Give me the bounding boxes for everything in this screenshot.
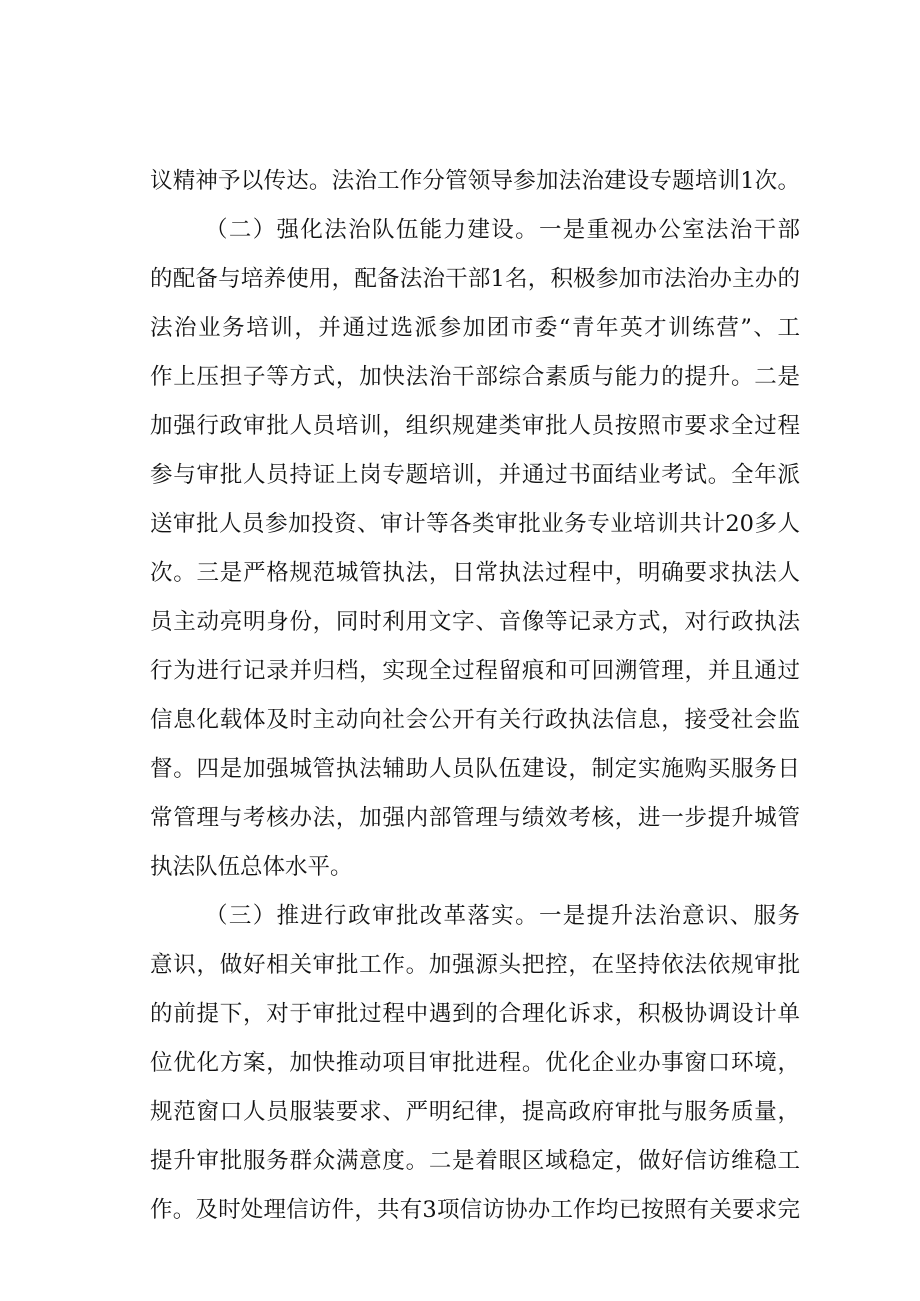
- text-line: 次。三是严格规范城管执法，日常执法过程中，明确要求执法人: [150, 560, 800, 586]
- text-line: （三）推进行政审批改革落实。一是提升法治意识、服务: [205, 903, 800, 929]
- text-line: 参与审批人员持证上岗专题培训，并通过书面结业考试。全年派: [150, 462, 800, 488]
- text-line: 作。及时处理信访件，共有3项信访协办工作均已按照有关要求完: [150, 1197, 800, 1223]
- text-line: 行为进行记录并归档，实现全过程留痕和可回溯管理，并且通过: [150, 658, 800, 684]
- text-line: 员主动亮明身份，同时利用文字、音像等记录方式，对行政执法: [150, 609, 800, 635]
- text-line: 加强行政审批人员培训，组织规建类审批人员按照市要求全过程: [150, 413, 800, 439]
- text-line: 送审批人员参加投资、审计等各类审批业务专业培训共计20多人: [150, 511, 800, 537]
- text-line: 执法队伍总体水平。: [150, 854, 353, 880]
- text-line: 作上压担子等方式，加快法治干部综合素质与能力的提升。二是: [150, 364, 800, 390]
- text-line: 督。四是加强城管执法辅助人员队伍建设，制定实施购买服务日: [150, 756, 800, 782]
- text-line: （二）强化法治队伍能力建设。一是重视办公室法治干部: [205, 217, 800, 243]
- text-line: 提升审批服务群众满意度。二是着眼区域稳定，做好信访维稳工: [150, 1148, 800, 1174]
- text-line: 规范窗口人员服装要求、严明纪律，提高政府审批与服务质量，: [150, 1099, 800, 1125]
- text-line: 信息化载体及时主动向社会公开有关行政执法信息，接受社会监: [150, 707, 800, 733]
- text-line: 法治业务培训，并通过选派参加团市委“青年英才训练营”、工: [150, 315, 800, 341]
- text-line: 意识，做好相关审批工作。加强源头把控，在坚持依法依规审批: [150, 952, 800, 978]
- text-line: 的配备与培养使用，配备法治干部1名，积极参加市法治办主办的: [150, 266, 800, 292]
- text-line: 常管理与考核办法，加强内部管理与绩效考核，进一步提升城管: [150, 805, 800, 831]
- text-line: 议精神予以传达。法治工作分管领导参加法治建设专题培训1次。: [150, 168, 800, 194]
- text-line: 的前提下，对于审批过程中遇到的合理化诉求，积极协调设计单: [150, 1001, 800, 1027]
- text-line: 位优化方案，加快推动项目审批进程。优化企业办事窗口环境，: [150, 1050, 800, 1076]
